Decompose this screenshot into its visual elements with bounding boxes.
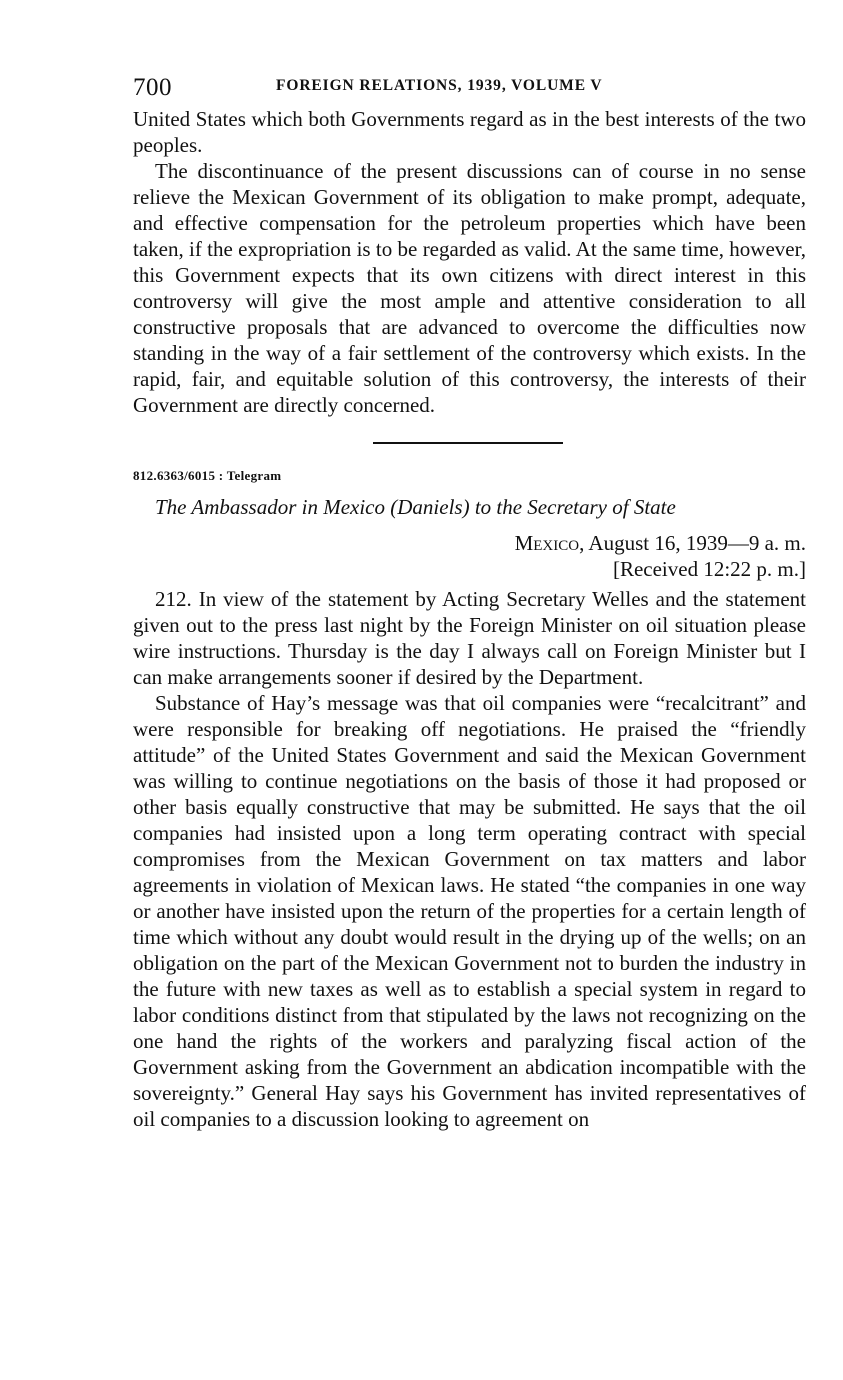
- document-page: [133, 72, 806, 1132]
- received-note: [Received 12:22 p. m.]: [612, 557, 806, 581]
- page-number: 700: [133, 74, 172, 101]
- section-divider: [373, 442, 563, 444]
- continued-paragraph: United States which both Governments regard as in the best interests of the two peoples.: [133, 107, 806, 157]
- telegram-paragraph: Substance of Hay’s message was that oil companies were “recalcitrant” and were responsible for breaking off negotiations. He praised the “friendly attitude” of the United States Government and said the Mexican Government was willing to continue negotiations on the basis of those it had proposed or other basis equally constructive that may be submitted. He says that the oil companies had insisted upon a long term operating contract with special compromises from the Mexican Government on tax matters and labor agreements in violation of Mexican laws. He stated “the companies in one way or another have insisted upon the return of the properties for a certain length of time which without any doubt would result in the drying up of the wells; on an obligation on the part of the Mexican Government not to burden the industry in the future with new taxes as well as to establish a special system in regard to labor conditions distinct from that stipulated by the laws not recognizing on the one hand the rights of the workers and paralyzing fiscal action of the Government asking from the Government an abdication incompatible with the sovereignty.” General Hay says his Government has invited representatives of oil companies to a discussion looking to agreement on: [133, 691, 806, 1131]
- file-reference: 812.6363/6015 : Telegram: [133, 468, 282, 483]
- dateline-place: Mexico: [514, 531, 580, 555]
- document-title: The Ambassador in Mexico (Daniels) to the Secretary of State: [155, 495, 676, 519]
- dateline: [133, 530, 806, 556]
- telegram-paragraph: 212. In view of the statement by Acting Secretary Welles and the statement given out to the press last night by the Foreign Minister on oil situation please wire instructions. Thursday is the day I always call on Foreign Minister but I can make arrangements sooner if desired by the Department.: [133, 587, 806, 689]
- dateline-date: , August 16, 1939—9 a. m.: [579, 531, 806, 555]
- body-paragraph: The discontinuance of the present discussions can of course in no sense relieve the Mexican Government of its obligation to make prompt, adequate, and effective compensation for the petroleum properties which have been taken, if the expropriation is to be regarded as valid. At the same time, however, this Government expects that its own citizens with direct interest in this controversy will give the most ample and attentive consideration to all constructive proposals that are advanced to overcome the difficulties now standing in the way of a fair settlement of the controversy which exists. In the rapid, fair, and equitable solution of this controversy, the interests of their Government are directly concerned.: [133, 159, 806, 417]
- running-title: FOREIGN RELATIONS, 1939, VOLUME V: [276, 77, 603, 94]
- running-header: [133, 72, 806, 106]
